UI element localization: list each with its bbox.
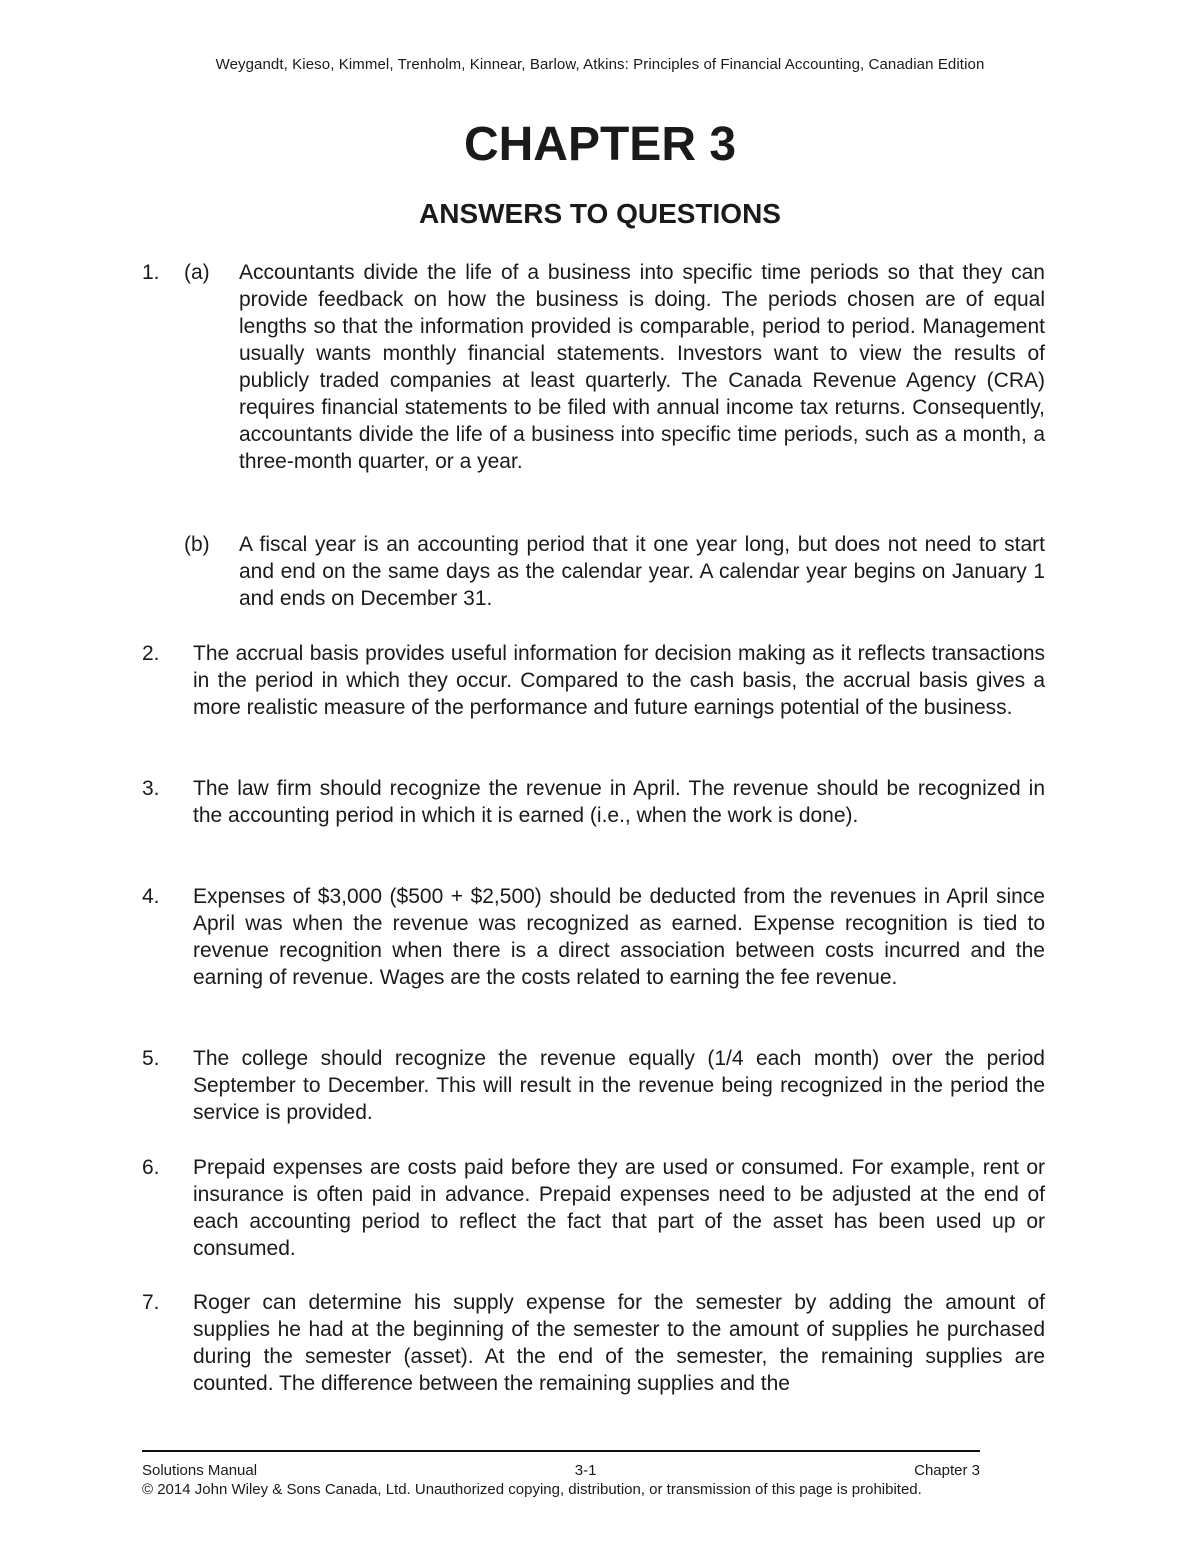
footer-right: Chapter 3 <box>914 1462 980 1479</box>
question-4-text: Expenses of $3,000 ($500 + $2,500) should be deducted from the revenues in April since April was when the revenue was recognized as earned. Expense recognition is tied to revenue recognition when there is a direct association between costs incurred and the earning of revenue. Wages are the costs related to earning the fee revenue. <box>193 885 1045 989</box>
question-number: 4. <box>142 885 160 908</box>
question-number: 7. <box>142 1291 160 1314</box>
question-7-text: Roger can determine his supply expense for the semester by adding the amount of supplies he had at the beginning of the semester to the amount of supplies he purchased during the semester (asset). At the end of the semester, the remaining supplies are counted. The difference between the remaining supplies and the <box>193 1291 1045 1395</box>
footer <box>142 1462 980 1480</box>
question-number: 6. <box>142 1156 160 1179</box>
question-6-text: Prepaid expenses are costs paid before they are used or consumed. For example, rent or insurance is often paid in advance. Prepaid expenses need to be adjusted at the end of each accounting period to reflect the fact that part of the asset has been used up or consumed. <box>193 1156 1045 1260</box>
running-header: Weygandt, Kieso, Kimmel, Trenholm, Kinnear, Barlow, Atkins: Principles of Financial Accounting, Canadian Edition <box>215 56 985 73</box>
question-number: 2. <box>142 642 160 665</box>
footer-page-number: 3-1 <box>574 1462 597 1479</box>
question-3-text: The law firm should recognize the revenue in April. The revenue should be recognized in the accounting period in which it is earned (i.e., when the work is done). <box>193 777 1045 827</box>
question-number: 1. <box>142 261 160 284</box>
chapter-title: CHAPTER 3 <box>463 118 737 171</box>
question-1b-text: A fiscal year is an accounting period that it one year long, but does not need to start and end on the same days as the calendar year. A calendar year begins on January 1 and ends on December 31. <box>239 533 1045 610</box>
section-title: ANSWERS TO QUESTIONS <box>419 198 781 229</box>
question-number: 3. <box>142 777 160 800</box>
footer-divider <box>142 1450 980 1452</box>
part-label-a: (a) <box>184 261 210 284</box>
question-number: 5. <box>142 1047 160 1070</box>
footer-left: Solutions Manual <box>142 1462 258 1479</box>
question-2-text: The accrual basis provides useful information for decision making as it reflects transactions in the period in which they occur. Compared to the cash basis, the accrual basis gives a more realistic measure of the performance and future earnings potential of the business. <box>193 642 1045 719</box>
part-label-b: (b) <box>184 533 210 556</box>
question-5-text: The college should recognize the revenue equally (1/4 each month) over the period September to December. This will result in the revenue being recognized in the period the service is provided. <box>193 1047 1045 1124</box>
copyright-notice: © 2014 John Wiley & Sons Canada, Ltd. Unauthorized copying, distribution, or transmission of this page is prohibited. <box>142 1481 922 1498</box>
question-1a-text: Accountants divide the life of a business into specific time periods so that they can provide feedback on how the business is doing. The periods chosen are of equal lengths so that the information provided is comparable, period to period. Management usually wants monthly financial statements. Investors want to view the results of publicly traded companies at least quarterly. The Canada Revenue Agency (CRA) requires financial statements to be filed with annual income tax returns. Consequently, accountants divide the life of a business into specific time periods, such as a month, a three-month quarter, or a year. <box>239 261 1045 473</box>
